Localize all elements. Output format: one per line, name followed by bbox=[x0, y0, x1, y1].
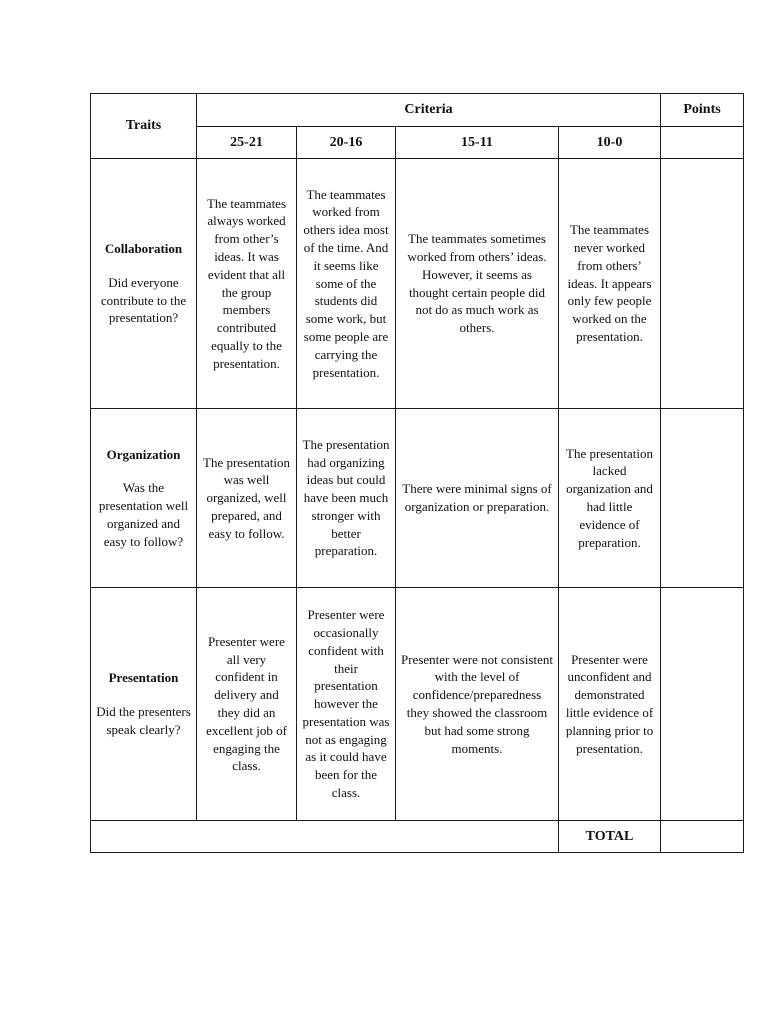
total-spacer bbox=[91, 821, 559, 853]
criteria-cell bbox=[559, 409, 661, 588]
trait-cell bbox=[91, 588, 197, 821]
table-row-organization bbox=[91, 409, 744, 588]
criteria-cell bbox=[297, 159, 396, 409]
trait-name: Presentation bbox=[108, 670, 179, 686]
trait-question: Did everyone contribute to the presentation? bbox=[100, 274, 187, 326]
criteria-text: The teammates always worked from other’s ideas. It was evident that all the group members contributed equally to the presentation. bbox=[206, 195, 287, 371]
criteria-cell bbox=[197, 588, 297, 821]
criteria-text: Presenter were unconfident and demonstrated little evidence of planning prior to presentation. bbox=[565, 651, 654, 756]
criteria-cell bbox=[297, 409, 396, 588]
range-header-15-11: 15-11 bbox=[396, 127, 559, 159]
trait-question: Was the presentation well organized and easy to follow? bbox=[98, 480, 189, 549]
points-header: Points bbox=[661, 94, 744, 127]
range-header-25-21: 25-21 bbox=[197, 127, 297, 159]
total-label: TOTAL bbox=[559, 821, 661, 853]
trait-question: Did the presenters speak clearly? bbox=[96, 704, 191, 737]
range-header-20-16: 20-16 bbox=[297, 127, 396, 159]
points-range-blank bbox=[661, 127, 744, 159]
criteria-cell bbox=[559, 588, 661, 821]
criteria-cell bbox=[396, 409, 559, 588]
criteria-text: The teammates sometimes worked from others’ ideas. However, it seems as thought certain people did not do as much work as others. bbox=[407, 231, 547, 336]
criteria-text: Presenter were all very confident in delivery and they did an excellent job of engaging the class. bbox=[206, 633, 287, 774]
total-row bbox=[91, 821, 744, 853]
table-row-collaboration bbox=[91, 159, 744, 409]
criteria-cell bbox=[297, 588, 396, 821]
criteria-text: The presentation had organizing ideas but could have been much stronger with better preparation. bbox=[302, 436, 390, 559]
criteria-text: The presentation lacked organization and had little evidence of preparation. bbox=[566, 445, 653, 550]
criteria-text: The teammates worked from others idea most of the time. And it seems like some of the students did some work, but some people are carrying the presentation. bbox=[303, 186, 389, 380]
criteria-cell bbox=[197, 409, 297, 588]
points-cell bbox=[661, 409, 744, 588]
trait-cell bbox=[91, 159, 197, 409]
range-header-10-0: 10-0 bbox=[559, 127, 661, 159]
criteria-text: Presenter were not consistent with the level of confidence/preparedness they showed the classroom but had some strong moments. bbox=[401, 651, 553, 756]
points-cell bbox=[661, 588, 744, 821]
table-row-presentation bbox=[91, 588, 744, 821]
rubric-table bbox=[90, 93, 744, 853]
trait-name: Organization bbox=[106, 446, 181, 462]
criteria-text: There were minimal signs of organization or preparation. bbox=[402, 481, 552, 514]
criteria-header: Criteria bbox=[197, 94, 661, 127]
traits-header: Traits bbox=[91, 94, 197, 159]
total-points-cell bbox=[661, 821, 744, 853]
points-cell bbox=[661, 159, 744, 409]
trait-cell bbox=[91, 409, 197, 588]
criteria-cell bbox=[396, 588, 559, 821]
criteria-text: The teammates never worked from others’ ideas. It appears only few people worked on the presentation. bbox=[567, 222, 652, 344]
header-row bbox=[91, 94, 744, 127]
trait-name: Collaboration bbox=[104, 240, 183, 256]
criteria-text: Presenter were occasionally confident with their presentation however the presentation was not as engaging as it could have been for the class. bbox=[302, 607, 390, 801]
criteria-cell bbox=[197, 159, 297, 409]
criteria-cell bbox=[396, 159, 559, 409]
criteria-text: The presentation was well organized, well prepared, and easy to follow. bbox=[203, 454, 290, 541]
criteria-cell bbox=[559, 159, 661, 409]
